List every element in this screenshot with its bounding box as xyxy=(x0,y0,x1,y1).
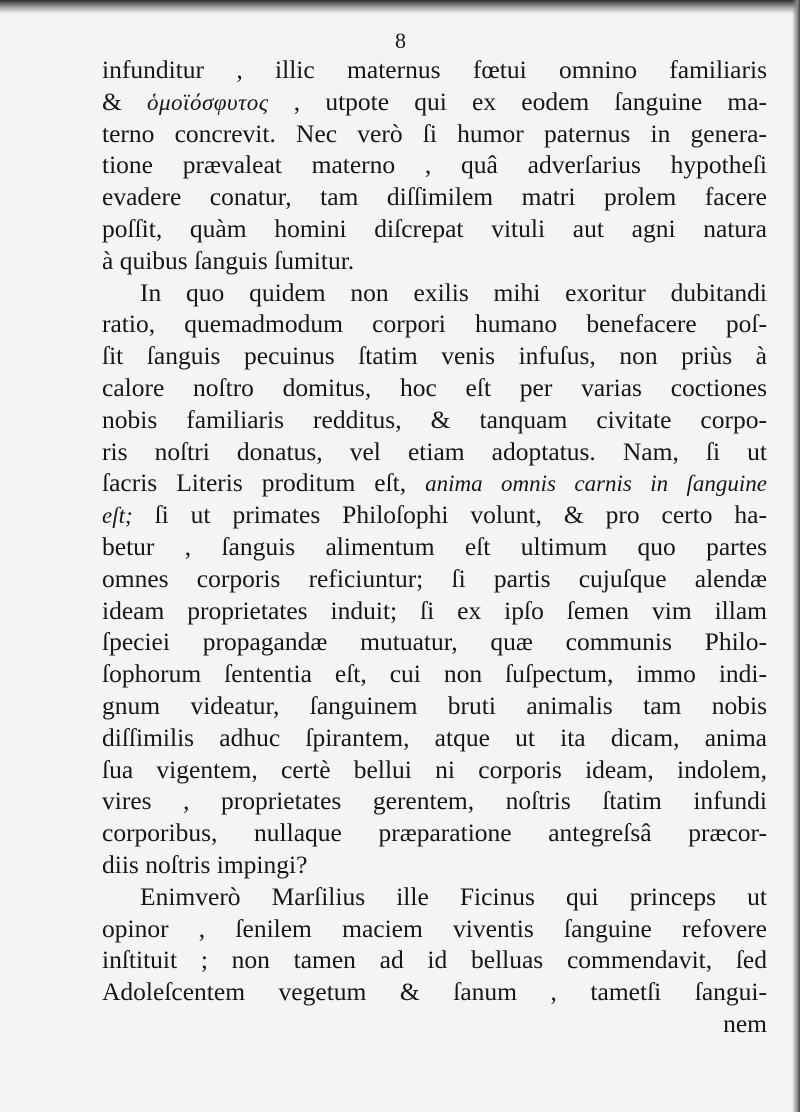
text-line: In quo quidem non exilis mihi exoritur dubitandi xyxy=(140,277,767,307)
text-line: vires , proprietates gerentem, noſtris ſtatim infundi xyxy=(102,786,767,816)
text-line: ſpeciei propagandæ mutuatur, quæ communis Philo- xyxy=(102,627,767,657)
page-number: 8 xyxy=(395,28,406,53)
text-line xyxy=(102,467,767,499)
text-line: opinor , ſenilem maciem viventis ſanguine refovere xyxy=(102,913,767,943)
text-line: omnes corporis reficiuntur; ſi partis cujuſque alendæ xyxy=(102,563,767,593)
text-line: ſit ſanguis pecuinus ſtatim venis infuſus, non priùs à xyxy=(102,341,767,371)
text-line xyxy=(102,499,767,531)
greek-word: ὁμοϊόσφυτος xyxy=(147,89,269,115)
text-segment: ſi ut primates Philoſophi volunt, & pro certo ha- xyxy=(132,500,767,530)
text-line: inſtituit ; non tamen ad id belluas commendavit, ſed xyxy=(102,945,767,975)
text-line: diſſimilis adhuc ſpirantem, atque ut ita dicam, anima xyxy=(102,722,767,752)
scan-top-edge-shadow xyxy=(0,0,800,14)
text-segment: , utpote qui ex eodem ſanguine ma- xyxy=(268,86,768,116)
text-line: diis noſtris impingi? xyxy=(102,849,308,879)
italic-quotation: eſt; xyxy=(102,503,133,529)
text-segment: & xyxy=(102,86,148,116)
text-line: ris noſtri donatus, vel etiam adoptatus. Nam, ſi ut xyxy=(102,436,767,466)
text-line: Adoleſcentem vegetum & ſanum , tametſi ſangui- xyxy=(102,977,767,1007)
text-line: betur , ſanguis alimentum eſt ultimum quo partes xyxy=(102,531,767,561)
text-line: nobis familiaris redditus, & tanquam civitate corpo- xyxy=(102,404,767,434)
text-line xyxy=(102,86,767,118)
text-line: corporibus, nullaque præparatione antegreſsâ præcor- xyxy=(102,818,767,848)
text-line: à quibus ſanguis ſumitur. xyxy=(102,245,355,275)
text-line: poſſit, quàm homini diſcrepat vituli aut agni natura xyxy=(102,213,767,243)
text-line: terno concrevit. Nec verò ſi humor paternus in genera- xyxy=(102,118,767,148)
text-line: ſophorum ſententia eſt, cui non ſuſpectum, immo indi- xyxy=(102,659,767,689)
text-line: evadere conatur, tam diſſimilem matri prolem facere xyxy=(102,182,767,212)
text-segment: ſacris Literis proditum eſt, xyxy=(102,468,426,498)
text-line: Enimverò Marſilius ille Ficinus qui princeps ut xyxy=(140,881,767,911)
text-line: calore noſtro domitus, hoc eſt per varias coctiones xyxy=(102,372,767,402)
text-line: tione prævaleat materno , quâ adverſarius hypotheſi xyxy=(102,150,767,180)
text-line: infunditur , illic maternus fœtui omnino familiaris xyxy=(102,55,767,84)
body-text xyxy=(102,54,767,1040)
italic-quotation: anima omnis carnis in ſanguine xyxy=(425,471,767,497)
text-line: nem xyxy=(723,1008,767,1038)
text-line: gnum videatur, ſanguinem bruti animalis tam nobis xyxy=(102,690,767,720)
scan-right-edge-shadow xyxy=(792,0,800,1112)
text-line: ſua vigentem, certè bellui ni corporis ideam, indolem, xyxy=(102,754,767,784)
text-line: ideam proprietates induit; ſi ex ipſo ſemen vim illam xyxy=(102,595,767,625)
text-line: ratio, quemadmodum corpori humano benefacere poſ- xyxy=(102,309,767,339)
